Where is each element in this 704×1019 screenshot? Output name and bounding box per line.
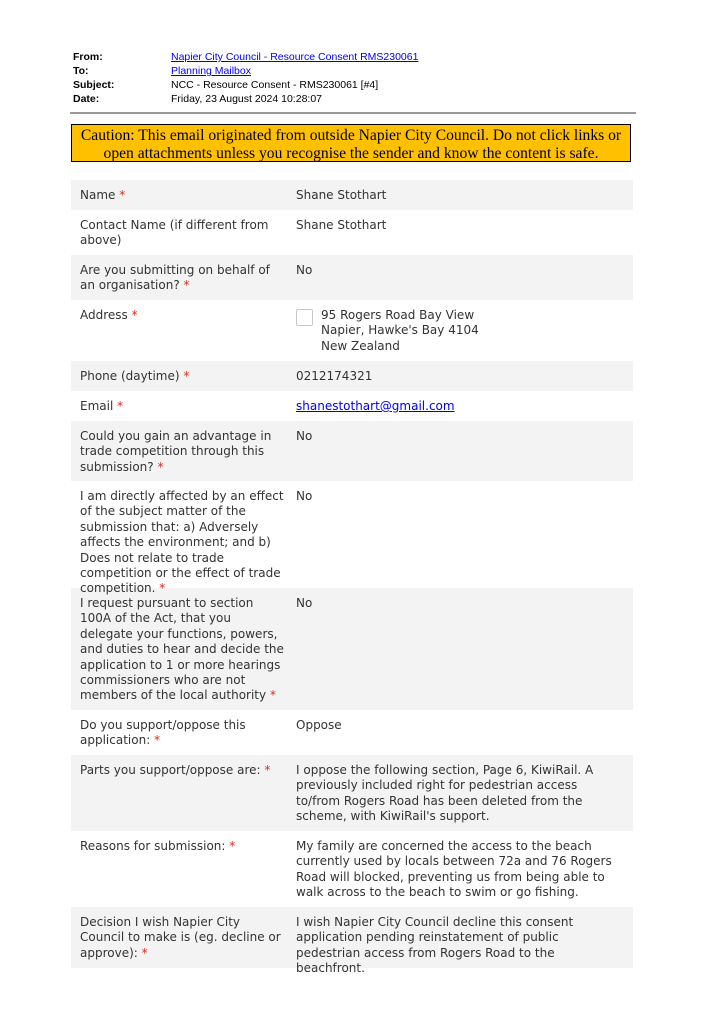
field-label: [80, 718, 296, 748]
caution-banner: [71, 124, 631, 162]
reasons-label: Reasons for submission:: [80, 839, 226, 853]
required-marker: *: [154, 733, 161, 748]
row-reasons: [71, 831, 633, 907]
decision-value: I wish Napier City Council decline this consent application pending reinstatement of public pedestrian access from Rogers Road to the beachfront.: [296, 915, 574, 976]
row-on-behalf: [71, 255, 633, 300]
name-value: Shane Stothart: [296, 188, 387, 202]
parts-label: Parts you support/oppose are:: [80, 763, 261, 777]
parts-value: I oppose the following section, Page 6, KiwiRail. A previously included right for pedestrian access to/from Rogers Road has been deleted from the scheme, with KiwiRail's support.: [296, 763, 594, 824]
from-link[interactable]: Napier City Council - Resource Consent RMS230061: [171, 51, 419, 63]
row-phone: [71, 361, 633, 391]
row-parts: [71, 755, 633, 831]
email-link[interactable]: shanestothart@gmail.com: [296, 399, 455, 413]
row-name: [71, 180, 633, 210]
field-label: [80, 188, 296, 203]
to-label: To:: [73, 65, 89, 77]
required-marker: *: [131, 308, 138, 322]
row-directly-affected: [71, 481, 633, 596]
required-marker: *: [183, 369, 190, 383]
required-marker: *: [141, 945, 148, 960]
on-behalf-value: No: [296, 263, 313, 277]
trade-advantage-label: Could you gain an advantage in trade competition through this submission?: [80, 429, 272, 474]
subject-label: Subject:: [73, 79, 115, 91]
from-label: From:: [73, 51, 103, 63]
required-marker: *: [264, 763, 271, 777]
required-marker: *: [159, 581, 166, 596]
subject-value: NCC - Resource Consent - RMS230061 [#4]: [171, 79, 379, 91]
map-placeholder-icon: [296, 309, 313, 326]
row-email: [71, 391, 633, 421]
phone-label: Phone (daytime): [80, 369, 180, 383]
row-support-oppose: [71, 710, 633, 755]
name-label: Name: [80, 188, 116, 202]
contact-name-value: Shane Stothart: [296, 218, 387, 232]
header-to-row: [73, 64, 633, 78]
email-label: Email: [80, 399, 114, 413]
required-marker: *: [117, 399, 124, 413]
reasons-value: My family are concerned the access to the beach currently used by locals between 72a and 76 Rogers Road will blocked, preventing us from being able to walk across to the beach to swim or go fishing.: [296, 839, 612, 900]
row-contact-name: [71, 210, 633, 255]
field-label: [80, 489, 296, 596]
support-oppose-value: Oppose: [296, 718, 342, 732]
date-label: Date:: [73, 93, 100, 105]
directly-affected-value: No: [296, 489, 313, 503]
field-label: [80, 596, 296, 703]
delegate-request-label: I request pursuant to section 100A of the Act, that you delegate your functions, powers, and duties to hear and decide the application to 1 or more hearings commissioners who are not members of the local authority: [80, 596, 284, 703]
to-link[interactable]: Planning Mailbox: [171, 65, 251, 77]
address-line-1: 95 Rogers Road Bay View: [321, 308, 475, 322]
address-label: Address: [80, 308, 128, 322]
trade-advantage-value: No: [296, 429, 313, 443]
header-divider: [70, 112, 636, 114]
support-oppose-label: Do you support/oppose this application:: [80, 718, 246, 748]
row-delegate-request: [71, 588, 633, 710]
row-address: [71, 300, 633, 361]
address-value: [296, 308, 625, 354]
field-label: [80, 399, 296, 414]
field-label: [80, 763, 296, 824]
required-marker: *: [183, 278, 190, 293]
required-marker: *: [157, 459, 164, 474]
delegate-request-value: No: [296, 596, 313, 610]
field-label: [80, 429, 296, 474]
submission-form: [71, 180, 633, 976]
caution-line-2: open attachments unless you recognise the sender and know the content is safe.: [103, 145, 599, 162]
row-trade-advantage: [71, 421, 633, 481]
address-lines: [321, 308, 479, 354]
header-from-row: [73, 50, 633, 64]
field-label: [80, 369, 296, 384]
field-label: [80, 839, 296, 900]
on-behalf-label: Are you submitting on behalf of an organisation?: [80, 263, 270, 293]
email-header: [73, 50, 633, 106]
caution-line-1: Caution: This email originated from outside Napier City Council. Do not click links or: [80, 127, 622, 144]
required-marker: *: [119, 188, 126, 202]
required-marker: *: [229, 839, 236, 853]
field-label: [80, 263, 296, 293]
row-decision: [71, 907, 633, 976]
header-subject-row: [73, 78, 633, 92]
required-marker: *: [269, 688, 276, 703]
directly-affected-label: I am directly affected by an effect of the subject matter of the submission that: a) Adversely affects the environment; and b) Does not relate to trade competition or the effect of trade competition.: [80, 489, 284, 596]
address-line-2: Napier, Hawke's Bay 4104: [321, 323, 479, 338]
field-label: [80, 915, 296, 961]
field-label: [80, 308, 296, 354]
decision-label: Decision I wish Napier City Council to make is (eg. decline or approve):: [80, 915, 281, 960]
header-date-row: [73, 92, 633, 106]
phone-value: 0212174321: [296, 369, 373, 383]
date-value: Friday, 23 August 2024 10:28:07: [171, 93, 322, 105]
contact-name-label: Contact Name (if different from above): [80, 218, 269, 248]
address-line-3: New Zealand: [321, 338, 400, 353]
